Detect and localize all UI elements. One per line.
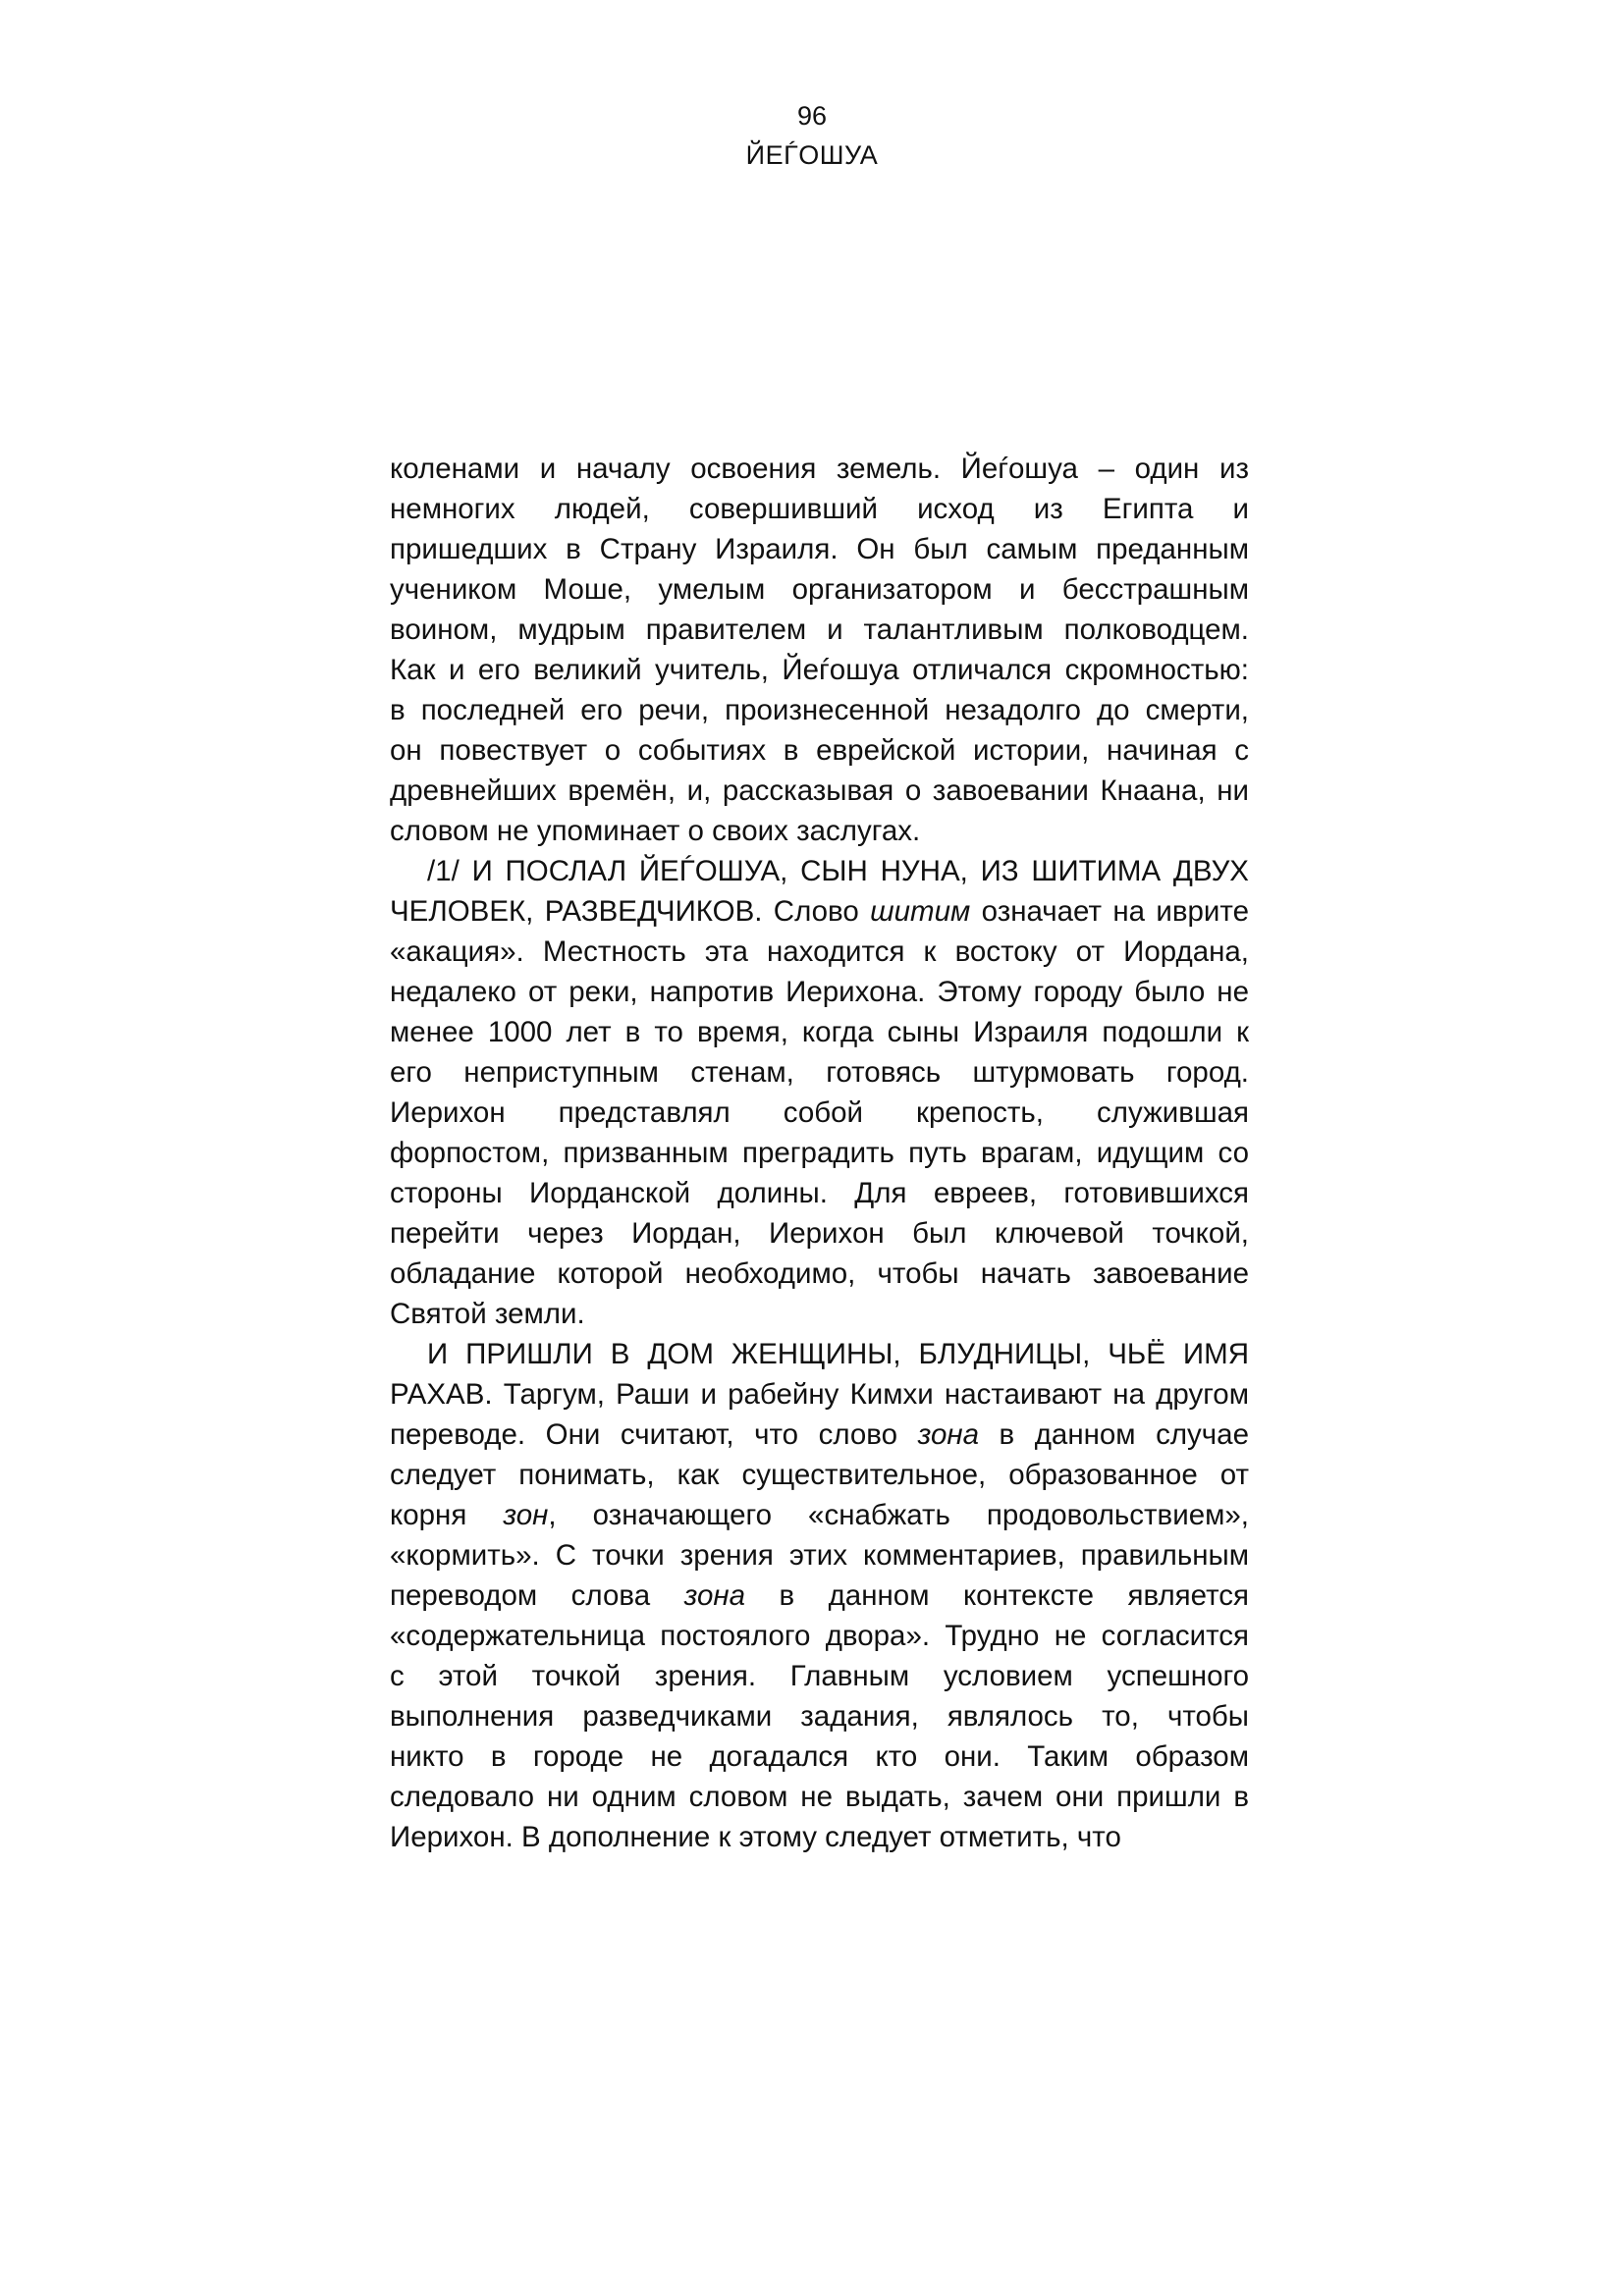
text-run: Как и его великий учитель, Йеѓошуа отличался скромностью: [390, 654, 1249, 686]
text-line [390, 1736, 1249, 1777]
text-run: его неприступным стенам, готовясь штурмовать город. [390, 1056, 1249, 1089]
text-run: переводом слова [390, 1579, 684, 1612]
paragraph [390, 1334, 1249, 1857]
text-run: Иерихон. В дополнение к этому следует отметить, что [390, 1821, 1121, 1853]
text-line [390, 1374, 1249, 1415]
text-line [390, 1495, 1249, 1535]
text-line [390, 569, 1249, 610]
text-line [390, 1616, 1249, 1656]
text-line [390, 1133, 1249, 1173]
text-run: «содержательница постоялого двора». Трудно не согласится [390, 1620, 1249, 1652]
text-run: он повествует о событиях в еврейской истории, начиная с [390, 734, 1249, 767]
paragraph [390, 851, 1249, 1334]
text-line [390, 449, 1249, 489]
text-run: коленами и началу освоения земель. Йеѓошуа – один из [390, 453, 1249, 485]
text-line [390, 1696, 1249, 1736]
text-line [390, 1817, 1249, 1857]
running-title: ЙЕЃОШУА [745, 140, 879, 170]
text-line [390, 1415, 1249, 1455]
text-run: стороны Иорданской долины. Для евреев, готовившихся [390, 1177, 1249, 1209]
text-line [390, 1213, 1249, 1254]
page-number: 96 [796, 101, 828, 131]
text-run: Иерихон представлял собой крепость, служившая [390, 1096, 1249, 1129]
text-run: в данном контексте является [745, 1579, 1249, 1612]
text-line [390, 1575, 1249, 1616]
paragraph [390, 449, 1249, 851]
italic-term: зона [683, 1579, 745, 1612]
text-line [390, 610, 1249, 650]
text-run: форпостом, призванным преградить путь врагам, идущим со [390, 1137, 1249, 1169]
text-line [390, 1093, 1249, 1133]
text-run: обладание которой необходимо, чтобы начать завоевание [390, 1257, 1249, 1290]
text-run: древнейших времён, и, рассказывая о завоевании Кнаана, ни [390, 774, 1249, 807]
text-line [390, 1656, 1249, 1696]
text-line [390, 1012, 1249, 1052]
text-run: «кормить». С точки зрения этих комментариев, правильным [390, 1539, 1249, 1572]
text-line [390, 1052, 1249, 1093]
text-run: недалеко от реки, напротив Иерихона. Этому городу было не [390, 976, 1249, 1008]
text-run: корня [390, 1499, 504, 1531]
text-run: /1/ И ПОСЛАЛ ЙЕЃОШУА, СЫН НУНА, ИЗ ШИТИМА ДВУХ [427, 855, 1249, 887]
text-run: следует понимать, как существительное, образованное от [390, 1459, 1249, 1491]
text-run: в последней его речи, произнесенной незадолго до смерти, [390, 694, 1249, 726]
italic-term: зон [503, 1499, 549, 1531]
text-run: РАХАВ. Таргум, Раши и рабейну Кимхи настаивают на другом [390, 1378, 1249, 1411]
text-run: означает на иврите [970, 895, 1249, 928]
text-line [390, 1294, 1249, 1334]
text-run: никто в городе не догадался кто они. Таким образом [390, 1740, 1249, 1773]
text-line [390, 529, 1249, 569]
text-run: И ПРИШЛИ В ДОМ ЖЕНЩИНЫ, БЛУДНИЦЫ, ЧЬЁ ИМЯ [427, 1338, 1249, 1370]
text-run: «акация». Местность эта находится к востоку от Иордана, [390, 935, 1249, 968]
text-run: с этой точкой зрения. Главным условием успешного [390, 1660, 1249, 1692]
italic-term: шитим [870, 895, 971, 928]
text-line [390, 932, 1249, 972]
text-run: воином, мудрым правителем и талантливым полководцем. [390, 614, 1249, 646]
text-line [390, 489, 1249, 529]
text-line [390, 1254, 1249, 1294]
text-run: перейти через Иордан, Иерихон был ключевой точкой, [390, 1217, 1249, 1250]
text-line [390, 891, 1249, 932]
text-run: словом не упоминает о своих заслугах. [390, 815, 921, 847]
text-run: Святой земли. [390, 1298, 585, 1330]
text-line [390, 690, 1249, 730]
text-run: переводе. Они считают, что слово [390, 1418, 918, 1451]
text-run: менее 1000 лет в то время, когда сыны Израиля подошли к [390, 1016, 1249, 1048]
text-line [390, 650, 1249, 690]
text-line [390, 811, 1249, 851]
text-line [390, 1455, 1249, 1495]
text-run: , означающего «снабжать продовольствием», [548, 1499, 1249, 1531]
text-line [390, 1535, 1249, 1575]
body-text [390, 449, 1249, 1857]
text-run: пришедших в Страну Израиля. Он был самым преданным [390, 533, 1249, 565]
text-run: ЧЕЛОВЕК, РАЗВЕДЧИКОВ. Слово [390, 895, 871, 928]
text-line [390, 730, 1249, 771]
text-run: выполнения разведчиками задания, являлось то, чтобы [390, 1700, 1249, 1733]
text-line [390, 771, 1249, 811]
italic-term: зона [917, 1418, 979, 1451]
text-line [390, 972, 1249, 1012]
text-run: немногих людей, совершивший исход из Египта и [390, 493, 1249, 525]
text-line [390, 1173, 1249, 1213]
text-run: в данном случае [979, 1418, 1249, 1451]
text-line [390, 851, 1249, 891]
text-run: учеником Моше, умелым организатором и бесстрашным [390, 573, 1249, 606]
text-run: следовало ни одним словом не выдать, зачем они пришли в [390, 1781, 1249, 1813]
text-line [390, 1777, 1249, 1817]
text-line [390, 1334, 1249, 1374]
